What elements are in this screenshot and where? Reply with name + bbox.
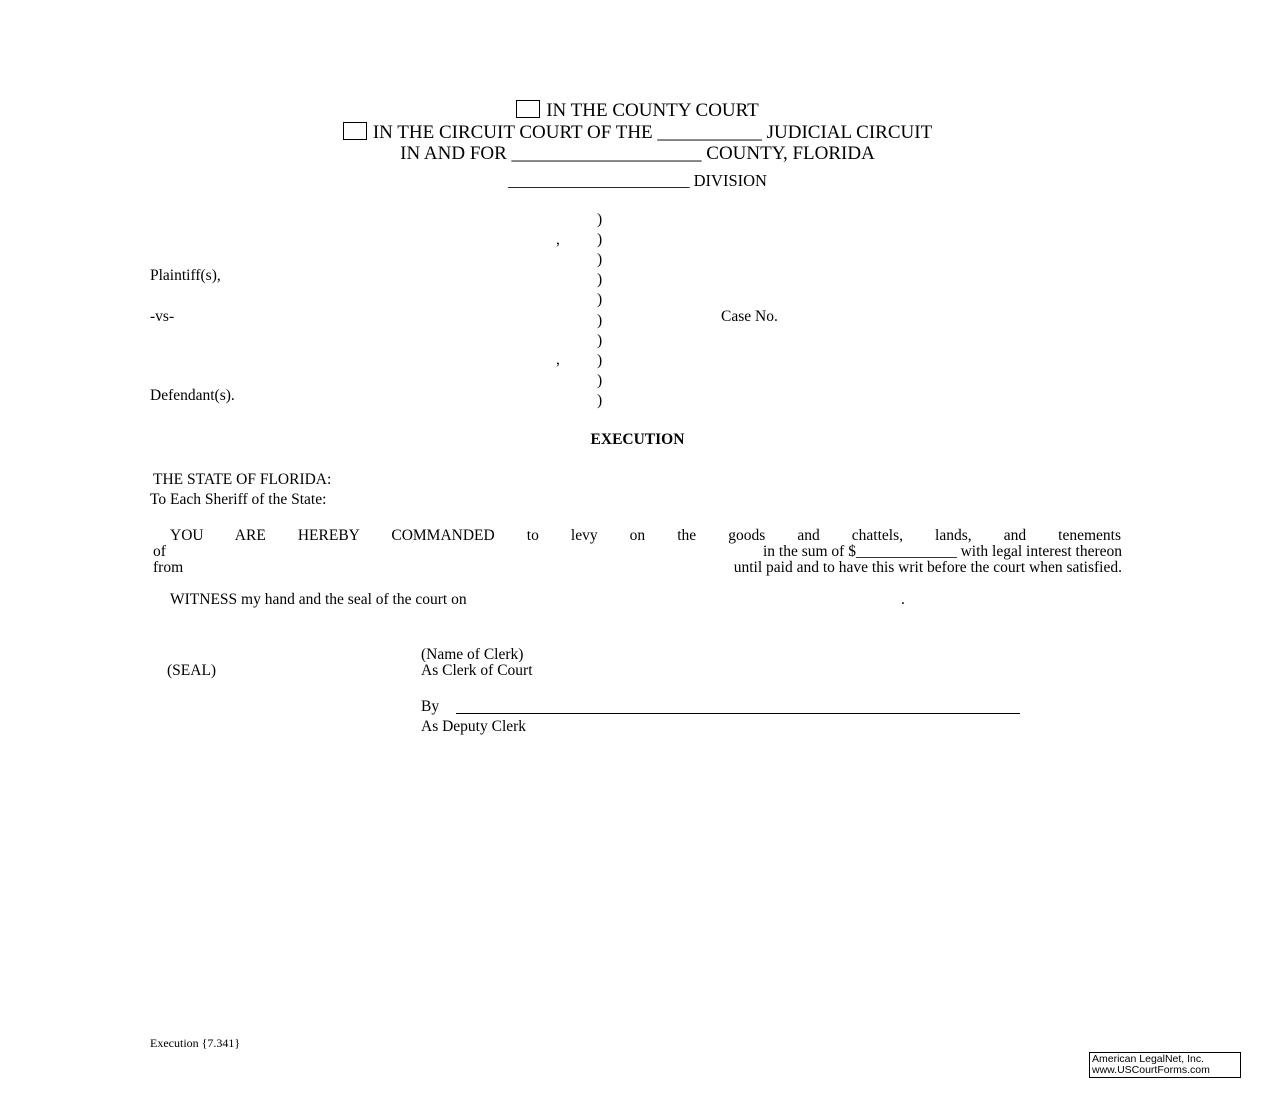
caption-paren: )	[597, 211, 603, 228]
signature-line	[456, 713, 1020, 714]
caption-paren: )	[597, 271, 603, 289]
witness-line: WITNESS my hand and the seal of the court on	[170, 591, 467, 608]
county-court-label: IN THE COUNTY COURT	[546, 100, 759, 121]
vs-label: -vs-	[150, 308, 175, 325]
caption-paren: )	[597, 331, 603, 349]
county-line: IN AND FOR ____________________ COUNTY, FLORIDA	[400, 143, 875, 164]
publisher-name: American LegalNet, Inc.	[1092, 1053, 1205, 1065]
defendant-label: Defendant(s).	[150, 387, 235, 404]
publisher-url: www.USCourtForms.com	[1092, 1064, 1210, 1076]
until-line: until paid and to have this writ before the court when satisfied.	[733, 559, 1122, 576]
command-line: YOU ARE HEREBY COMMANDED to levy on the goods and chattels, lands, and tenements	[170, 527, 1121, 544]
state-line: THE STATE OF FLORIDA:	[153, 471, 332, 488]
document-title: EXECUTION	[590, 431, 685, 448]
sum-line: in the sum of $_____________ with legal interest thereon	[762, 543, 1122, 560]
caption-paren: )	[597, 371, 603, 389]
circuit-court-option	[0, 122, 1275, 142]
plaintiff-label: Plaintiff(s),	[150, 267, 221, 284]
caption-paren: )	[597, 231, 603, 249]
caption-paren: )	[597, 291, 603, 309]
from-label: from	[153, 559, 184, 576]
deputy-clerk-title: As Deputy Clerk	[421, 718, 527, 735]
name-of-clerk: (Name of Clerk)	[421, 646, 524, 663]
case-no-label: Case No.	[721, 308, 778, 325]
caption-paren: )	[597, 251, 603, 269]
sheriff-line: To Each Sheriff of the State:	[150, 491, 327, 508]
circuit-court-checkbox[interactable]	[343, 122, 367, 140]
circuit-court-label: IN THE CIRCUIT COURT OF THE ___________ JUDICIAL CIRCUIT	[372, 122, 933, 143]
county-court-option	[0, 100, 1275, 120]
form-id: Execution {7.341}	[150, 1036, 241, 1050]
caption-paren: )	[597, 311, 603, 329]
defendant-comma: ,	[556, 351, 560, 368]
seal-label: (SEAL)	[167, 662, 217, 679]
county-court-checkbox[interactable]	[516, 100, 540, 118]
witness-period: .	[901, 591, 905, 608]
clerk-title: As Clerk of Court	[421, 662, 533, 679]
by-label: By	[421, 698, 440, 715]
of-label: of	[153, 543, 166, 560]
caption-paren: )	[597, 391, 603, 409]
publisher-stamp	[1089, 1052, 1241, 1078]
plaintiff-comma: ,	[556, 231, 560, 248]
division-line: ______________________ DIVISION	[508, 171, 767, 190]
caption-paren: )	[597, 351, 603, 369]
